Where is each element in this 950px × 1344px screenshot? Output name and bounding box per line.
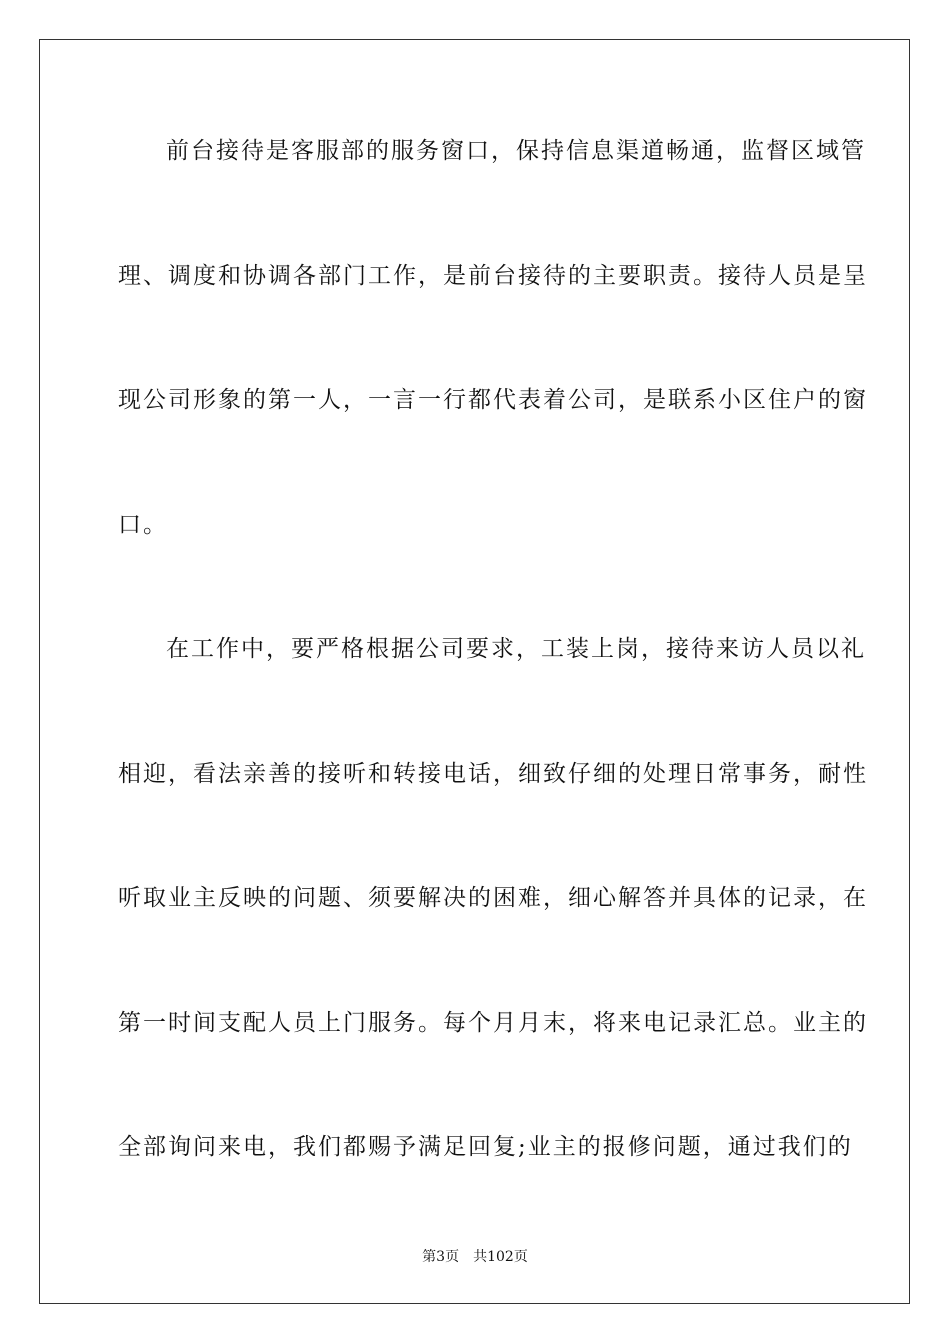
paragraph-2-line-3: 听取业主反映的问题、须要解决的困难，细心解答并具体的记录，在 xyxy=(118,885,868,911)
page-number: 第3页 xyxy=(422,1249,460,1265)
paragraph-2-line-1: 在工作中，要严格根据公司要求，工装上岗，接待来访人员以礼 xyxy=(166,636,866,662)
paragraph-1-line-4: 口。 xyxy=(118,512,168,538)
page-border xyxy=(39,39,910,1304)
page-total: 共102页 xyxy=(473,1249,528,1265)
page-footer xyxy=(0,1248,950,1266)
paragraph-1-line-1: 前台接待是客服部的服务窗口，保持信息渠道畅通，监督区域管 xyxy=(166,138,866,164)
paragraph-2-line-2: 相迎，看法亲善的接听和转接电话，细致仔细的处理日常事务，耐性 xyxy=(118,761,868,787)
paragraph-2-line-5: 全部询问来电，我们都赐予满足回复;业主的报修问题，通过我们的 xyxy=(118,1134,853,1160)
paragraph-1-line-2: 理、调度和协调各部门工作，是前台接待的主要职责。接待人员是呈 xyxy=(118,263,868,289)
paragraph-2-line-4: 第一时间支配人员上门服务。每个月月末，将来电记录汇总。业主的 xyxy=(118,1010,868,1036)
paragraph-1-line-3: 现公司形象的第一人，一言一行都代表着公司，是联系小区住户的窗 xyxy=(118,387,868,413)
